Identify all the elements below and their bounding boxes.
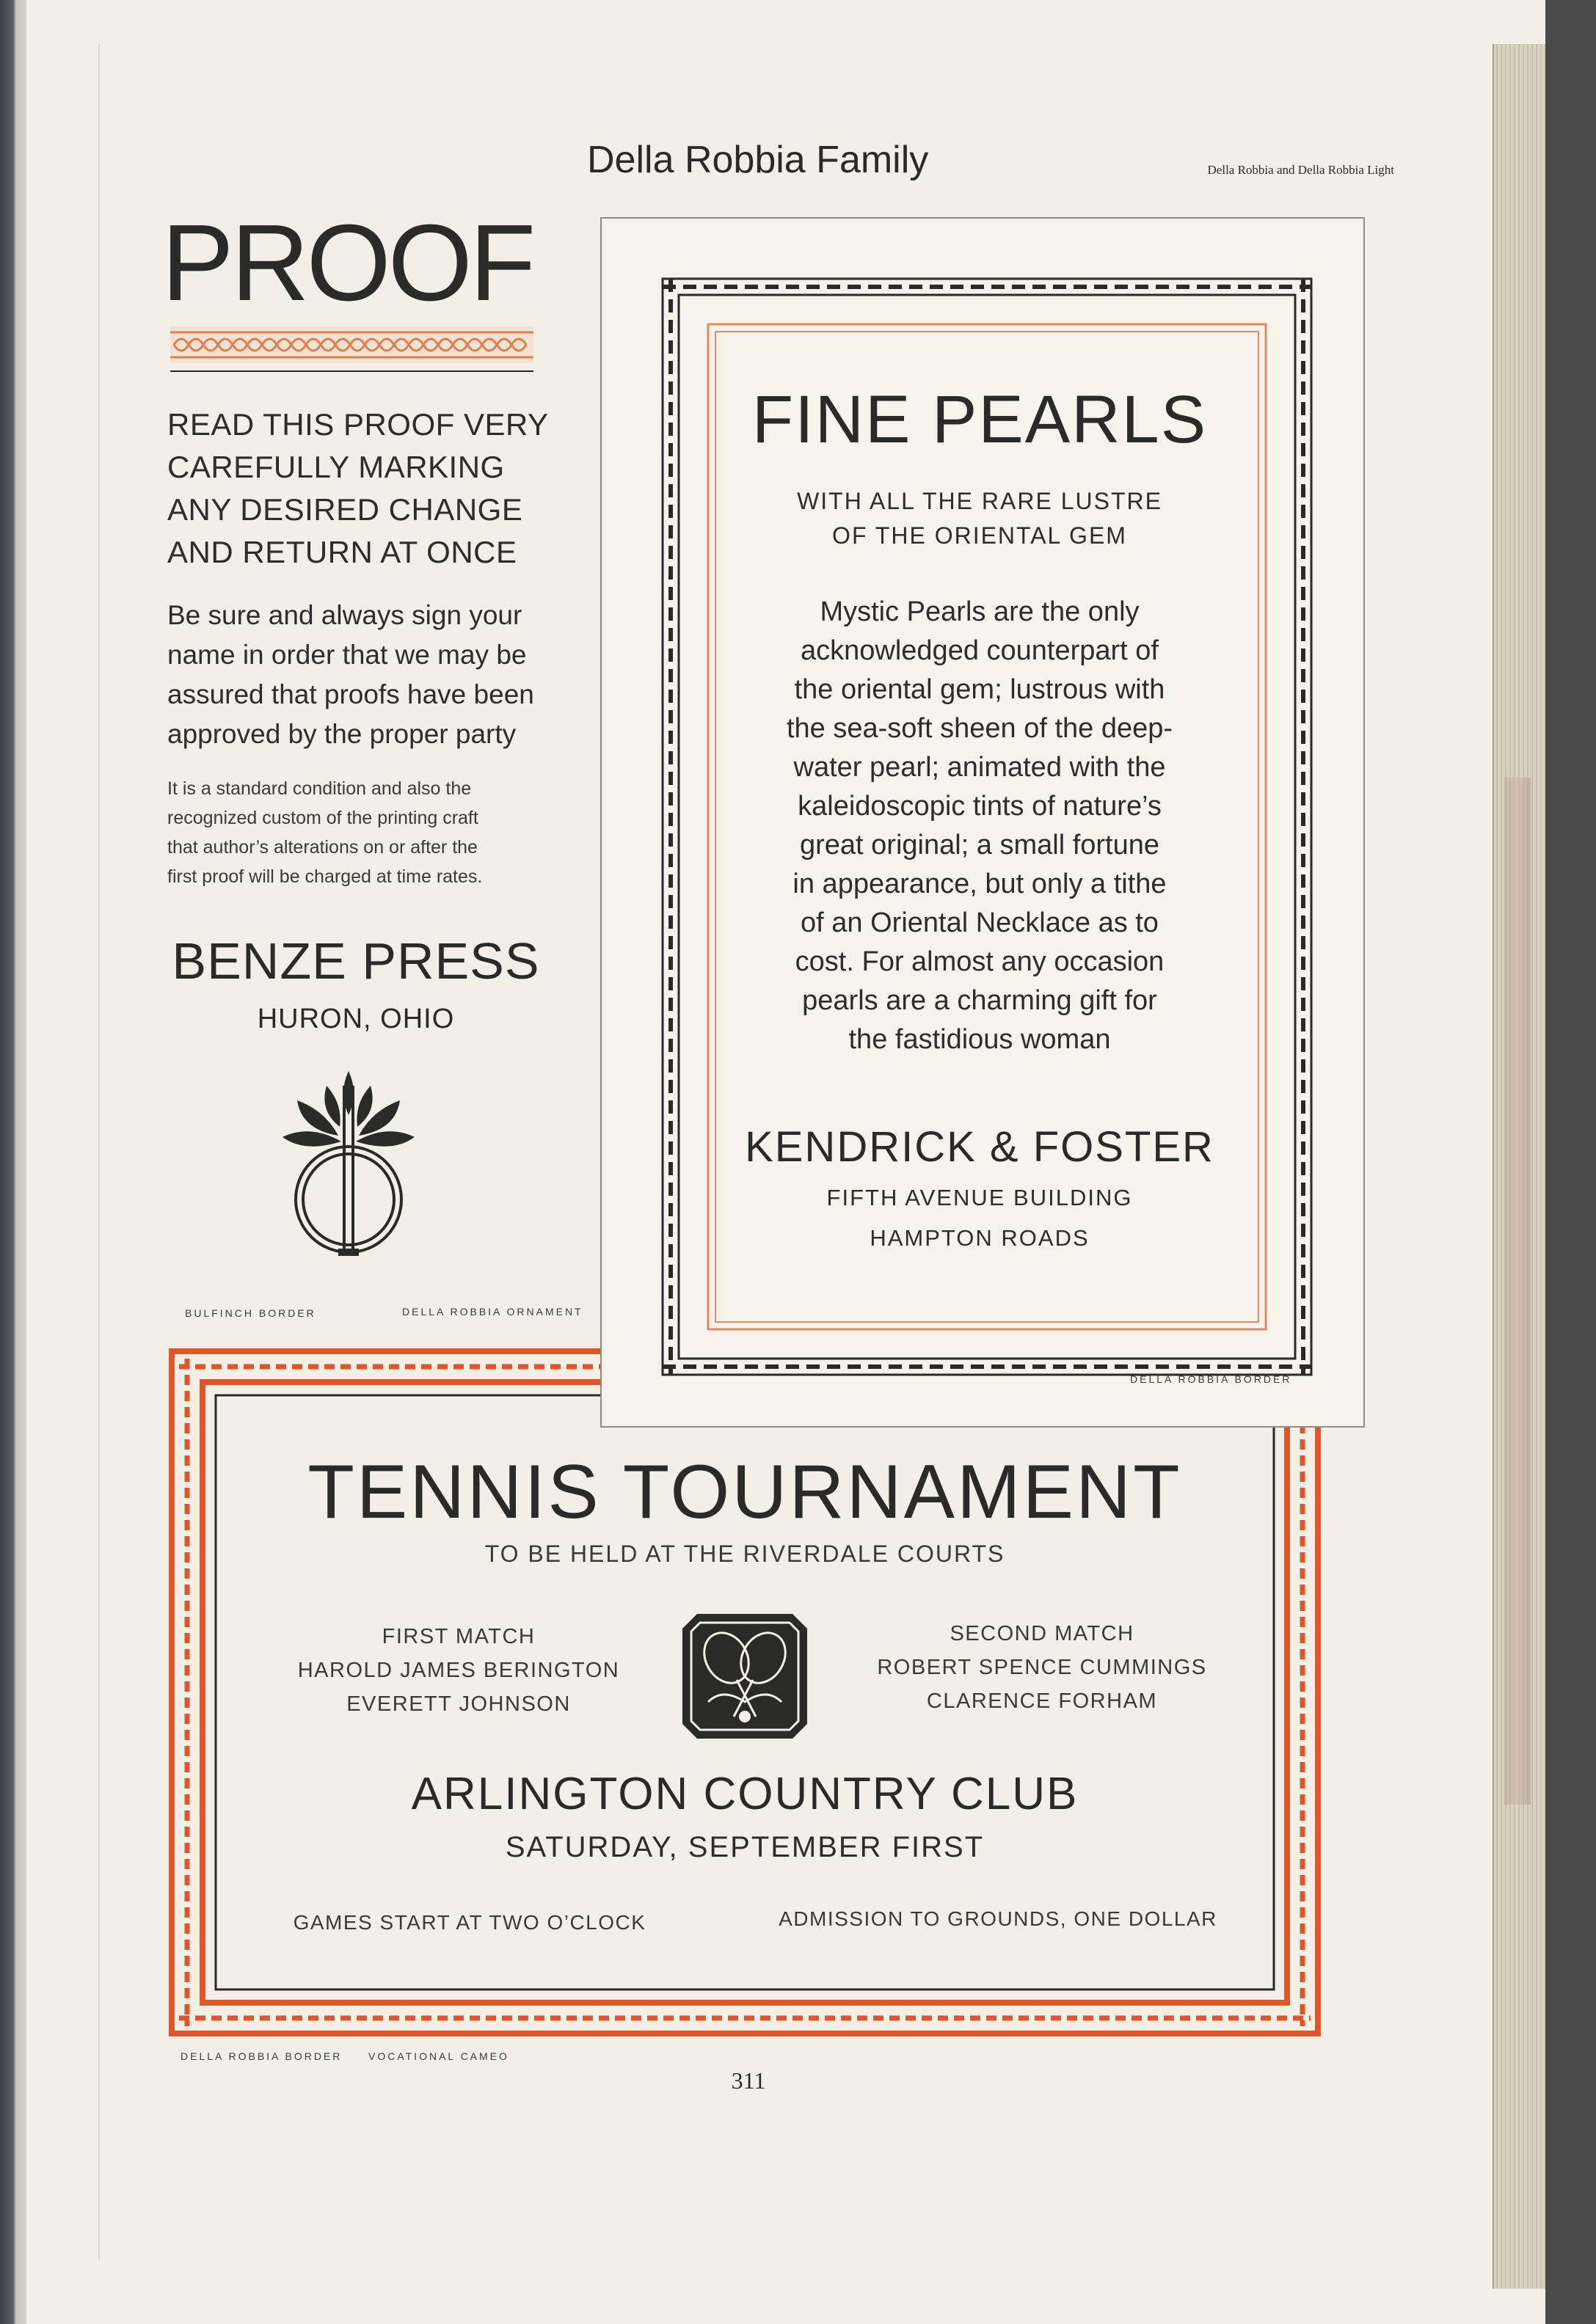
pearl-body-line: cost. For almost any occasion [795, 946, 1165, 977]
orange-leaf-ornament [170, 326, 533, 363]
pearl-heading: FINE PEARLS [751, 382, 1208, 457]
proof-heading: PROOF [161, 202, 533, 324]
tennis-heading: TENNIS TOURNAMENT [307, 1450, 1182, 1535]
page-number: 311 [731, 2067, 766, 2094]
bulfinch-border-label: BULFINCH BORDER [185, 1307, 316, 1319]
tennis-rackets-cameo [675, 1607, 815, 1746]
proof-body-line: assured that proofs have been [167, 679, 534, 709]
vocational-cameo-label: VOCATIONAL CAMEO [368, 2050, 509, 2062]
tennis-subheading: TO BE HELD AT THE RIVERDALE COURTS [484, 1541, 1005, 1567]
pearl-body-line: of an Oriental Necklace as to [801, 907, 1159, 938]
pearl-body-line: acknowledged counterpart of [801, 635, 1159, 666]
della-robbia-border-label: DELLA ROBBIA BORDER [1130, 1373, 1292, 1385]
proof-caps-line: CAREFULLY MARKING [167, 450, 505, 484]
second-match-label: SECOND MATCH [950, 1622, 1134, 1645]
proof-small-line: recognized custom of the printing craft [167, 808, 478, 828]
proof-small-line: first proof will be charged at time rates. [167, 866, 483, 887]
pearl-body-line: great original; a small fortune [799, 830, 1160, 860]
event-date: SATURDAY, SEPTEMBER FIRST [505, 1831, 985, 1863]
proof-small-line: It is a standard condition and also the [167, 778, 472, 799]
page-subtitle: Della Robbia and Della Robbia Light [1207, 163, 1394, 177]
company-address-line: HAMPTON ROADS [870, 1225, 1090, 1251]
pearl-body-line: the fastidious woman [848, 1024, 1111, 1055]
pearl-body-line: in appearance, but only a tithe [792, 869, 1167, 899]
press-location: HURON, OHIO [257, 1004, 455, 1034]
games-start-time: GAMES START AT TWO O’CLOCK [293, 1911, 646, 1934]
proof-caps-line: AND RETURN AT ONCE [167, 535, 517, 569]
first-match-label: FIRST MATCH [382, 1625, 536, 1648]
admission-price: ADMISSION TO GROUNDS, ONE DOLLAR [779, 1907, 1217, 1930]
pearl-body-line: Mystic Pearls are the only [820, 596, 1140, 627]
della-robbia-border-label: DELLA ROBBIA BORDER [181, 2050, 343, 2062]
page-stack-edge [1493, 44, 1545, 2289]
press-name: BENZE PRESS [172, 932, 540, 990]
proof-caps-line: ANY DESIRED CHANGE [167, 492, 523, 527]
pearl-body-line: kaleidoscopic tints of nature’s [798, 791, 1162, 822]
first-match-player: EVERETT JOHNSON [346, 1692, 571, 1716]
company-name: KENDRICK & FOSTER [745, 1123, 1214, 1171]
pearl-body-line: pearls are a charming gift for [802, 985, 1157, 1016]
proof-caps-line: READ THIS PROOF VERY [167, 407, 549, 442]
second-match-player: CLARENCE FORHAM [926, 1689, 1158, 1713]
pearl-subheading-line: OF THE ORIENTAL GEM [832, 522, 1127, 549]
proof-body-line: Be sure and always sign your [167, 600, 522, 630]
page-margin-line [98, 44, 100, 2259]
della-robbia-ornament-label: DELLA ROBBIA ORNAMENT [402, 1306, 583, 1318]
company-address-line: FIFTH AVENUE BUILDING [826, 1185, 1133, 1210]
proof-body-line: approved by the proper party [167, 719, 517, 749]
pearl-subheading-line: WITH ALL THE RARE LUSTRE [797, 488, 1162, 514]
first-match-player: HAROLD JAMES BERINGTON [297, 1659, 620, 1682]
proof-rule [170, 370, 533, 372]
proof-body-line: name in order that we may be [167, 640, 527, 670]
page-title: Della Robbia Family [587, 139, 929, 181]
club-name: ARLINGTON COUNTRY CLUB [411, 1769, 1079, 1819]
second-match-player: ROBERT SPENCE CUMMINGS [877, 1656, 1207, 1679]
pearl-body-line: water pearl; animated with the [793, 752, 1166, 783]
pearl-body-line: the oriental gem; lustrous with [794, 674, 1165, 705]
pearl-body-line: the sea-soft sheen of the deep- [786, 713, 1173, 744]
wheat-wreath-ornament [268, 1056, 429, 1276]
proof-small-line: that author’s alterations on or after the [167, 837, 478, 858]
